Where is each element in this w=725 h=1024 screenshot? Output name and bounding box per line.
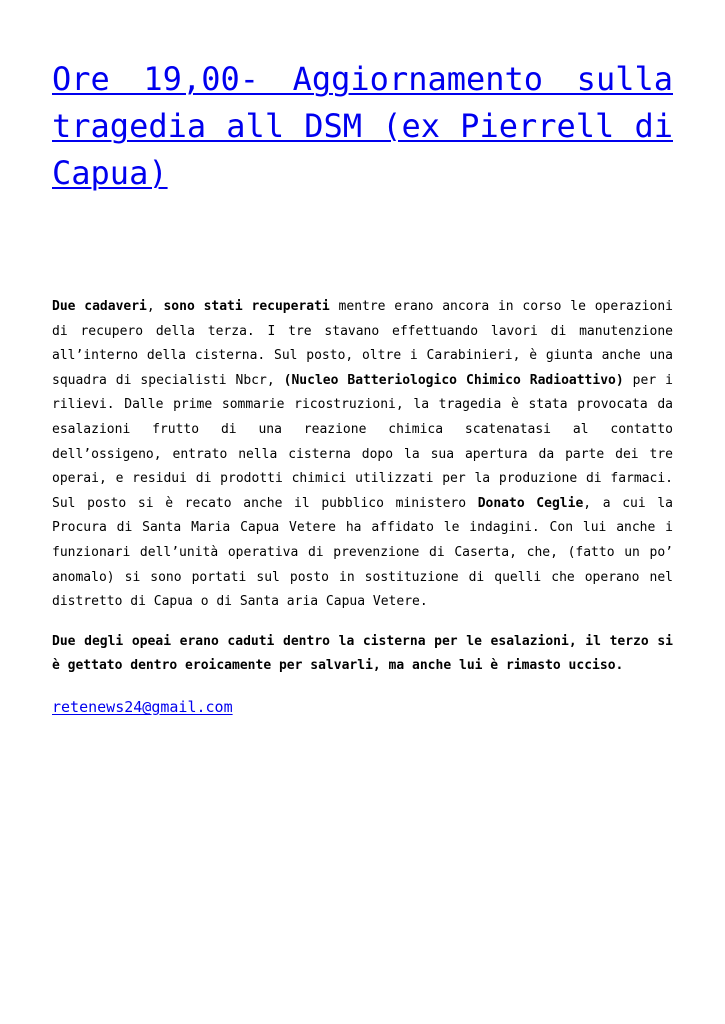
article-title-link[interactable]: Ore 19,00- Aggiornamento sulla tragedia all DSM (ex Pierrell di Capua) xyxy=(52,60,673,192)
lead-bold-text: Due cadaveri xyxy=(52,299,147,314)
lead-bold-text-2: sono stati recuperati xyxy=(163,299,330,314)
bold-paragraph: Due degli opeai erano caduti dentro la cisterna per le esalazioni, il terzo si è gettato dentro eroicamente per salvarli, ma anche lui è rimasto ucciso. xyxy=(52,633,673,674)
nbcr-bold-text: (Nucleo Batteriologico Chimico Radioattivo) xyxy=(283,372,624,388)
article-body-paragraph xyxy=(52,295,673,615)
article-title xyxy=(52,56,673,197)
article xyxy=(52,56,673,718)
body-text-1: mentre erano ancora in corso le operazioni di recupero della terza. I tre stavano effettuando lavori di manutenzione all’interno della cisterna. Sul posto, oltre i Carabinieri, è giunta anche una squadra di specialisti Nbcr, xyxy=(52,299,673,388)
email-link[interactable]: retenews24@gmail.com xyxy=(52,697,233,716)
body-text-3: , a cui la Procura di Santa Maria Capua Vetere ha affidato le indagini. Con lui anche i funzionari dell’unità operativa di prevenzione di Caserta, che, (fatto un po’ anomalo) si sono portati sul posto in sostituzione di quelli che operano nel distretto di Capua o di Santa aria Capua Vetere. xyxy=(52,495,673,610)
lead-separator: , xyxy=(146,299,164,314)
pm-name-bold-text: Donato Ceglie xyxy=(477,495,584,511)
body-text-2: per i rilievi. Dalle prime sommarie ricostruzioni, la tragedia è stata provocata da esalazioni frutto di una reazione chimica scatenatasi al contatto dell’ossigeno, entrato nella cisterna dopo la sua apertura da parte dei tre operai, e residui di prodotti chimici utilizzati per la produzione di farmaci. Sul posto si è recato anche il pubblico ministero xyxy=(52,372,673,511)
